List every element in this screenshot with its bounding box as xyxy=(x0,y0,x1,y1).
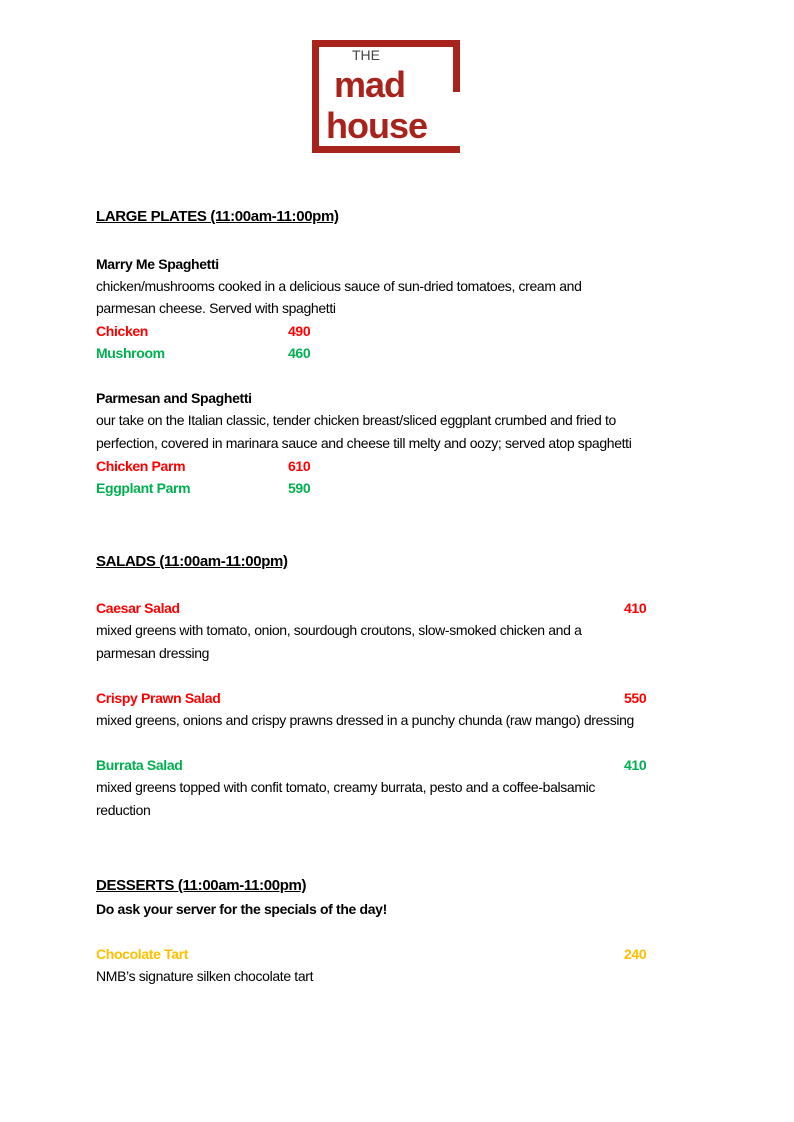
dish-price: 550 xyxy=(624,690,647,706)
dish-row xyxy=(96,943,656,965)
dish-price: 240 xyxy=(624,946,647,962)
dish-price: 410 xyxy=(624,757,647,773)
dish-description: chicken/mushrooms cooked in a delicious sauce of sun-dried tomatoes, cream and xyxy=(96,278,582,294)
dish-description: our take on the Italian classic, tender chicken breast/sliced eggplant crumbed and fried to xyxy=(96,412,616,428)
dish-description: NMB’s signature silken chocolate tart xyxy=(96,968,314,984)
dish-name: Chocolate Tart xyxy=(96,946,189,962)
variant-label: Eggplant Parm xyxy=(96,480,191,496)
section-heading-salads: SALADS (11:00am-11:00pm) xyxy=(96,553,288,570)
dish-name: Burrata Salad xyxy=(96,757,183,773)
variant-label: Chicken Parm xyxy=(96,458,186,474)
dish-row xyxy=(96,597,656,619)
logo-text-mad: mad xyxy=(334,64,406,105)
dish-row xyxy=(96,687,656,709)
dish-name: Parmesan and Spaghetti xyxy=(96,390,252,406)
logo-text-house: house xyxy=(326,105,428,146)
dish-name: Marry Me Spaghetti xyxy=(96,256,219,272)
variant-label: Mushroom xyxy=(96,345,165,361)
logo-text-the: THE xyxy=(352,47,380,63)
section-heading-large-plates: LARGE PLATES (11:00am-11:00pm) xyxy=(96,208,339,225)
dish-row xyxy=(96,754,656,776)
variant-price: 590 xyxy=(288,480,311,496)
dish-description: perfection, covered in marinara sauce and cheese till melty and oozy; served atop spaghetti xyxy=(96,435,632,451)
dish-name: Caesar Salad xyxy=(96,600,180,616)
section-note: Do ask your server for the specials of the day! xyxy=(96,901,387,917)
dish-description: reduction xyxy=(96,802,151,818)
dish-description: mixed greens topped with confit tomato, creamy burrata, pesto and a coffee-balsamic xyxy=(96,779,596,795)
dish-name: Crispy Prawn Salad xyxy=(96,690,221,706)
variant-row xyxy=(96,342,656,364)
the-mad-house-logo xyxy=(312,40,482,153)
variant-label: Chicken xyxy=(96,323,149,339)
variant-row xyxy=(96,477,656,499)
dish-price: 410 xyxy=(624,600,647,616)
variant-row xyxy=(96,455,656,477)
section-heading-desserts: DESSERTS (11:00am-11:00pm) xyxy=(96,877,307,894)
variant-price: 460 xyxy=(288,345,311,361)
dish-description: mixed greens, onions and crispy prawns dressed in a punchy chunda (raw mango) dressing xyxy=(96,712,634,728)
variant-price: 610 xyxy=(288,458,311,474)
dish-description: parmesan dressing xyxy=(96,645,210,661)
variant-row xyxy=(96,320,656,342)
variant-price: 490 xyxy=(288,323,311,339)
dish-description: parmesan cheese. Served with spaghetti xyxy=(96,300,336,316)
dish-description: mixed greens with tomato, onion, sourdough croutons, slow-smoked chicken and a xyxy=(96,622,582,638)
